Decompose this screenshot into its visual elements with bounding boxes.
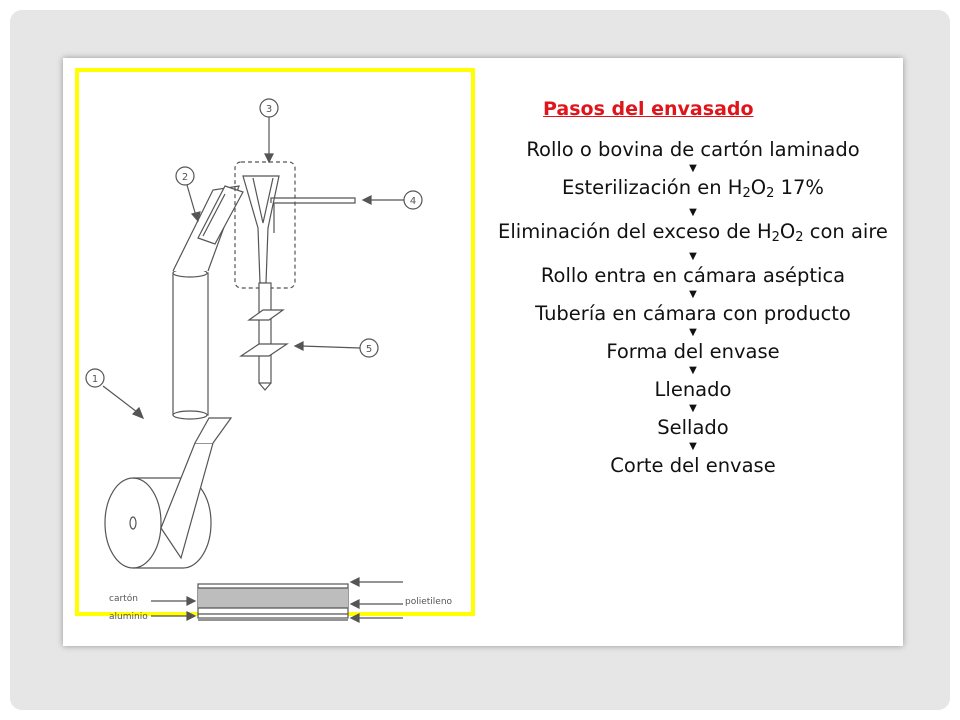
sealing-jaws-upper	[249, 310, 283, 320]
step-6: Forma del envase	[606, 340, 780, 363]
down-arrow-icon: ▼	[689, 163, 697, 174]
carton-roll	[105, 478, 161, 568]
step-3: Eliminación del exceso de $H_2O_2$ con aire	[498, 220, 888, 245]
sealing-jaws-lower	[241, 344, 287, 356]
packaging-steps	[473, 98, 913, 478]
down-arrow-icon: ▼	[689, 251, 697, 262]
step-8: Sellado	[657, 416, 729, 439]
step-5: Tubería en cámara con producto	[535, 302, 851, 325]
down-arrow-icon: ▼	[689, 327, 697, 338]
step-2: Esterilización en $H_2O_2$ 17%	[562, 176, 824, 201]
label-polietileno: polietileno	[405, 597, 453, 607]
carton-web	[161, 443, 213, 558]
callout-4-label: 4	[409, 196, 417, 207]
callout-2-label: 2	[181, 172, 189, 183]
step-4: Rollo entra en cámara aséptica	[540, 264, 846, 287]
step-9: Corte del envase	[610, 454, 776, 477]
packaging-machine-diagram	[63, 58, 483, 646]
content-panel	[63, 58, 903, 646]
step-1: Rollo o bovina de cartón laminado	[526, 138, 860, 161]
label-carton: cartón	[109, 594, 138, 604]
steps-title: Pasos del envasado	[543, 98, 754, 120]
down-arrow-icon: ▼	[689, 441, 697, 452]
label-aluminio: aluminio	[109, 612, 148, 622]
callout-5-label: 5	[365, 344, 373, 355]
down-arrow-icon: ▼	[689, 289, 697, 300]
product-pipe	[271, 198, 355, 233]
down-arrow-icon: ▼	[689, 403, 697, 414]
step-7: Llenado	[654, 378, 732, 401]
callout-1-label: 1	[91, 374, 99, 385]
down-arrow-icon: ▼	[689, 207, 697, 218]
down-arrow-icon: ▼	[689, 365, 697, 376]
callout-3-label: 3	[265, 104, 273, 115]
